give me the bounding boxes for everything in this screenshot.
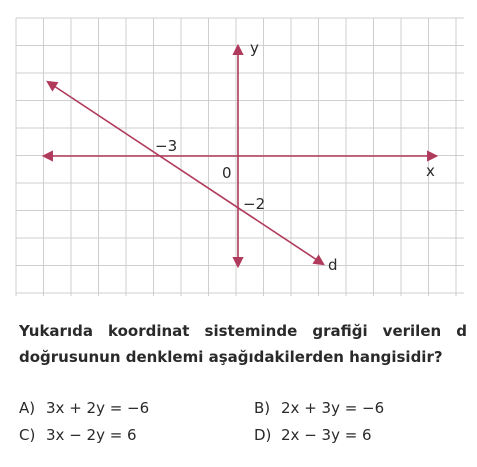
option-b[interactable] [254,399,384,417]
question-line-2: doğrusunun denklemi aşağıdakilerden hangisidir? [19,348,443,366]
option-c[interactable] [19,426,137,444]
option-d-letter: D) [254,426,272,444]
line-d [48,82,323,264]
origin-label: 0 [222,164,232,182]
option-a-letter: A) [19,399,36,417]
option-a-text: 3x + 2y = −6 [46,399,150,417]
question-text [19,318,467,370]
option-b-text: 2x + 3y = −6 [281,399,385,417]
x-intercept-label: −3 [155,137,178,155]
option-c-letter: C) [19,426,36,444]
option-b-letter: B) [254,399,271,417]
option-d-text: 2x − 3y = 6 [281,426,372,444]
y-intercept-label: −2 [243,195,266,213]
x-axis-label: x [426,162,435,180]
question-line-1: Yukarıda koordinat sisteminde grafiği verilen d [19,322,467,340]
option-d[interactable] [254,426,372,444]
option-a[interactable] [19,399,149,417]
option-c-text: 3x − 2y = 6 [46,426,137,444]
grid [16,18,464,296]
y-axis-label: y [250,39,259,57]
line-d-label: d [328,256,338,274]
